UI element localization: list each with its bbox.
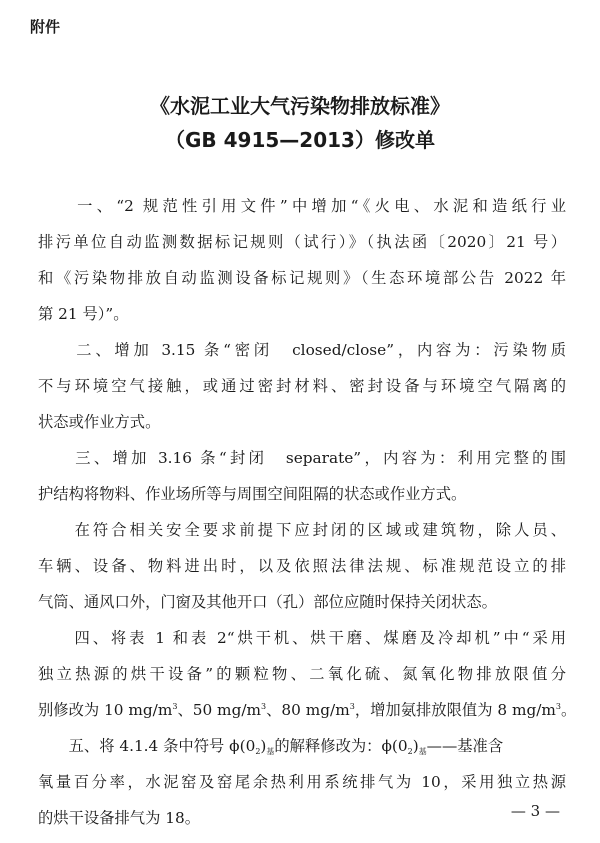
- body-line: 不与环境空气接触，或通过密封材料、密封设备与环境空气隔离的: [38, 377, 566, 395]
- body-line-limits: 别修改为 10 $mg/m^3$、50 $mg/m^3$、80 $mg/m^3$，增加氨排放限值为 8 $mg/m^3$。: [38, 701, 577, 719]
- subscript-base: 基: [418, 747, 427, 756]
- body-line: 氧量百分率，水泥窑及窑尾余热利用系统排气为 10，采用独立热源: [38, 773, 566, 791]
- subscript-2: 2: [255, 747, 261, 756]
- body-line: 车辆、设备、物料进出时，以及依照法律法规、标准规范设立的排: [38, 557, 566, 575]
- document-subtitle: （GB 4915—2013）修改单: [165, 128, 435, 152]
- body-line: 状态或作业方式。: [38, 413, 161, 431]
- superscript-3: 3: [349, 702, 355, 711]
- body-line: 气筒、通风口外，门窗及其他开口（孔）部位应随时保持关闭状态。: [38, 593, 497, 611]
- body-line: 和《污染物排放自动监测设备标记规则》（生态环境部公告 2022 年: [38, 269, 566, 287]
- body-line: 三、增加 3.16 条“封闭 separate”，内容为：利用完整的围: [38, 449, 566, 467]
- body-line: 护结构将物料、作业场所等与周围空间阻隔的状态或作业方式。: [38, 485, 467, 503]
- body-line: 四、将表 1 和表 2“烘干机、烘干磨、煤磨及冷却机”中“采用: [38, 629, 566, 647]
- body-line: 一、“2 规范性引用文件”中增加“《火电、水泥和造纸行业: [38, 197, 566, 215]
- attachment-label: 附件: [30, 18, 61, 36]
- body-line: 在符合相关安全要求前提下应封闭的区域或建筑物，除人员、: [38, 521, 566, 539]
- body-line: 的烘干设备排气为 18。: [38, 809, 200, 827]
- subscript-base: 基: [266, 747, 275, 756]
- superscript-3: 3: [261, 702, 267, 711]
- body-line: 第 21 号）”。: [38, 305, 129, 323]
- superscript-3: 3: [172, 702, 178, 711]
- body-line: 排污单位自动监测数据标记规则（试行）》（执法函〔2020〕21 号）: [38, 233, 566, 251]
- document-title: 《水泥工业大气污染物排放标准》: [150, 94, 450, 118]
- page-number: — 3 —: [510, 802, 560, 820]
- superscript-3: 3: [555, 702, 561, 711]
- body-line: 二、增加 3.15 条“密闭 closed/close”，内容为：污染物质: [38, 341, 566, 359]
- body-line: 独立热源的烘干设备”的颗粒物、二氧化硫、氮氧化物排放限值分: [38, 665, 566, 683]
- subscript-2: 2: [407, 747, 413, 756]
- body-line-symbol: 五、将 4.1.4 条中符号 $\phi(0_2)_基$的解释修改为：$\phi(0_2)_基——$基准含: [38, 737, 504, 756]
